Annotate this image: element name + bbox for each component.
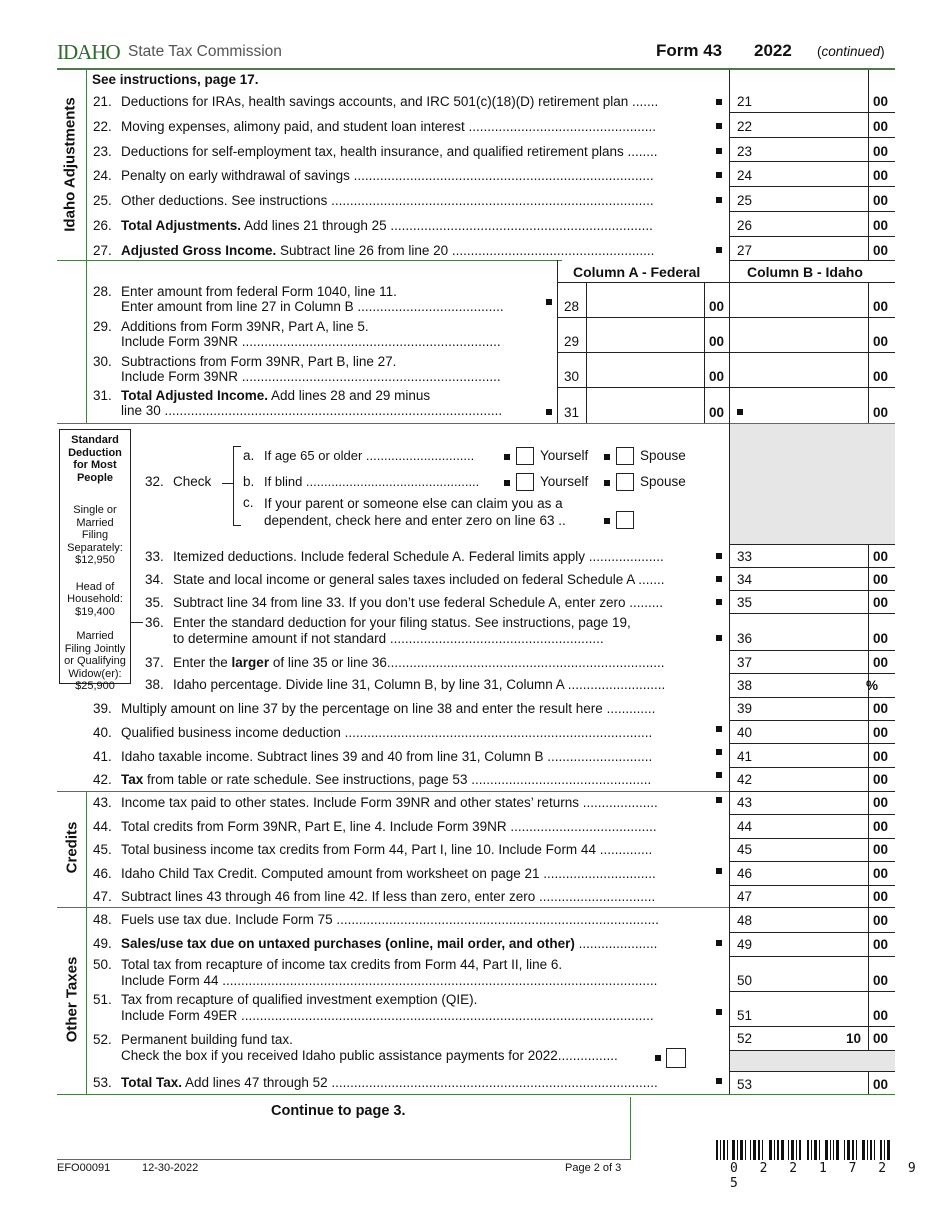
line-number: 48. bbox=[93, 912, 112, 927]
cents: 00 bbox=[873, 549, 889, 564]
yourself-label: Yourself bbox=[540, 448, 589, 463]
line-number: 45. bbox=[93, 842, 112, 857]
line-number: 34. bbox=[145, 572, 164, 587]
footer-divider bbox=[630, 1097, 631, 1159]
cents: 00 bbox=[873, 299, 889, 314]
line-35-amount[interactable] bbox=[755, 591, 867, 612]
line-36-amount[interactable] bbox=[755, 614, 867, 649]
line-37-amount[interactable] bbox=[755, 651, 867, 672]
std-mfj: Married Filing Jointly or Qualifying Widow(er): $25,900 bbox=[64, 630, 126, 692]
required-marker bbox=[716, 197, 722, 203]
cents: 00 bbox=[709, 334, 725, 349]
line-box-number: 46 bbox=[737, 866, 753, 881]
cents: 00 bbox=[873, 595, 889, 610]
line-27-text: Adjusted Gross Income. Subtract line 26 from line 20 ...................................................... bbox=[121, 243, 655, 258]
barcode-digits: 0 2 2 1 7 2 9 5 bbox=[730, 1161, 923, 1191]
line-number: 27. bbox=[93, 243, 112, 258]
line-number: 21. bbox=[93, 94, 112, 109]
column-b-header: Column B - Idaho bbox=[747, 264, 863, 280]
line-49-text: Sales/use tax due on untaxed purchases (online, mail order, and other) ..................... bbox=[121, 936, 658, 951]
line-27-amount[interactable] bbox=[755, 237, 867, 260]
line-number: 22. bbox=[93, 119, 112, 134]
dependent-checkbox[interactable] bbox=[616, 511, 634, 529]
line-number: 38. bbox=[145, 677, 164, 692]
cents: 00 bbox=[873, 94, 889, 109]
line-number: 41. bbox=[93, 749, 112, 764]
row-rule bbox=[729, 1026, 895, 1027]
required-marker bbox=[604, 480, 610, 486]
line-40-text: Qualified business income deduction .................................................................................. bbox=[121, 725, 653, 740]
line-49-amount[interactable] bbox=[755, 933, 867, 955]
line-box-number: 51 bbox=[737, 1008, 753, 1023]
cents: 00 bbox=[873, 819, 889, 834]
continue-note: Continue to page 3. bbox=[271, 1103, 406, 1119]
required-marker bbox=[716, 99, 722, 105]
line-39-amount[interactable] bbox=[755, 698, 867, 719]
required-marker bbox=[504, 480, 510, 486]
line-45-amount[interactable] bbox=[755, 839, 867, 860]
line-23-amount[interactable] bbox=[755, 138, 867, 161]
line-24-text: Penalty on early withdrawal of savings ................................................................................ bbox=[121, 168, 654, 183]
required-marker bbox=[546, 299, 552, 305]
barcode bbox=[716, 1140, 892, 1160]
line-box-number: 40 bbox=[737, 725, 753, 740]
line-number: 47. bbox=[93, 889, 112, 904]
line-32a-letter: a. bbox=[243, 448, 255, 463]
line-40-amount[interactable] bbox=[755, 721, 867, 742]
line-43-amount[interactable] bbox=[755, 792, 867, 813]
line-25-text: Other deductions. See instructions ...................................................................................... bbox=[121, 193, 654, 208]
form-code: EFO00091 bbox=[57, 1162, 111, 1174]
line-number: 35. bbox=[145, 595, 164, 610]
line-number: 39. bbox=[93, 701, 112, 716]
required-marker bbox=[604, 518, 610, 524]
line-41-amount[interactable] bbox=[755, 744, 867, 766]
cents: 00 bbox=[873, 913, 889, 928]
line-37-text: Enter the larger of line 35 or line 36.......................................................................... bbox=[173, 655, 665, 670]
line-box-number: 31 bbox=[564, 405, 580, 420]
revision-date: 12-30-2022 bbox=[142, 1162, 199, 1174]
line-box-number: 23 bbox=[737, 144, 753, 159]
age-65-yourself-checkbox[interactable] bbox=[516, 447, 534, 465]
line-35-text: Subtract line 34 from line 33. If you don’t use federal Schedule A, enter zero ......... bbox=[173, 595, 664, 610]
line-44-text: Total credits from Form 39NR, Part E, line 4. Include Form 39NR ....................................... bbox=[121, 819, 657, 834]
line-25-amount[interactable] bbox=[755, 187, 867, 210]
line-48-text: Fuels use tax due. Include Form 75 ...................................................................................... bbox=[121, 912, 659, 927]
required-marker bbox=[716, 1078, 722, 1084]
line-51-amount[interactable] bbox=[755, 992, 867, 1025]
cents: 00 bbox=[873, 1031, 889, 1046]
line-48-amount[interactable] bbox=[755, 908, 867, 931]
line-21-text: Deductions for IRAs, health savings accounts, and IRC 501(c)(18)(D) retirement plan ....... bbox=[121, 94, 659, 109]
required-marker bbox=[716, 599, 722, 605]
line-31-col-a[interactable] bbox=[587, 388, 703, 422]
line-45-text: Total business income tax credits from Form 44, Part I, line 10. Include Form 44 .............. bbox=[121, 842, 653, 857]
line-number: 52. bbox=[93, 1032, 112, 1047]
line-box-number: 28 bbox=[564, 299, 580, 314]
cents: 00 bbox=[873, 655, 889, 670]
line-52-text: Permanent building fund tax. Check the box if you received Idaho public assistance payments for 2022................ bbox=[121, 1032, 618, 1063]
line-number: 49. bbox=[93, 936, 112, 951]
cents: 00 bbox=[873, 218, 889, 233]
section-divider bbox=[86, 70, 87, 260]
required-marker bbox=[716, 868, 722, 874]
cents: 00 bbox=[873, 937, 889, 952]
line-44-amount[interactable] bbox=[755, 815, 867, 837]
section-rule bbox=[57, 791, 729, 792]
line-26-text: Total Adjustments. Add lines 21 through 25 ...................................................................... bbox=[121, 218, 653, 233]
line-box-number: 27 bbox=[737, 243, 753, 258]
line-30-col-b[interactable] bbox=[730, 353, 867, 386]
spouse-label: Spouse bbox=[640, 448, 686, 463]
col-line bbox=[868, 697, 869, 1094]
line-39-text: Multiply amount on line 37 by the percentage on line 38 and enter the result here ............. bbox=[121, 701, 656, 716]
col-line bbox=[729, 423, 730, 791]
section-divider bbox=[86, 791, 87, 1094]
line-number: 53. bbox=[93, 1075, 112, 1090]
cents: 00 bbox=[873, 749, 889, 764]
line-number: 36. bbox=[145, 615, 164, 630]
line-number: 50. bbox=[93, 957, 112, 972]
header-rule bbox=[57, 68, 895, 70]
cents: 00 bbox=[873, 889, 889, 904]
cents: 00 bbox=[873, 168, 889, 183]
line-number: 26. bbox=[93, 218, 112, 233]
line-38-text: Idaho percentage. Divide line 31, Column B, by line 31, Column A .......................... bbox=[173, 677, 666, 692]
line-29-col-b[interactable] bbox=[730, 318, 867, 351]
required-marker bbox=[655, 1055, 661, 1061]
cents: 00 bbox=[873, 725, 889, 740]
line-29-text: Additions from Form 39NR, Part A, line 5. Include Form 39NR ..................................................................... bbox=[121, 319, 501, 349]
connector bbox=[131, 622, 143, 623]
line-box-number: 38 bbox=[737, 678, 753, 693]
required-marker bbox=[716, 635, 722, 641]
line-26-amount[interactable] bbox=[755, 212, 867, 235]
line-number: 31. bbox=[93, 388, 112, 403]
line-32-label: Check bbox=[173, 474, 212, 489]
footer-rule bbox=[57, 1159, 631, 1160]
line-52-dollars: 10 bbox=[846, 1031, 862, 1046]
agency-name: State Tax Commission bbox=[128, 43, 282, 60]
bracket bbox=[233, 446, 241, 526]
line-number: 42. bbox=[93, 772, 112, 787]
line-box-number: 24 bbox=[737, 168, 753, 183]
line-30-col-a[interactable] bbox=[587, 353, 703, 386]
required-marker bbox=[716, 148, 722, 154]
standard-deduction-title: Standard Deduction for Most People bbox=[68, 434, 122, 484]
line-number: 29. bbox=[93, 319, 112, 334]
std-single: Single or Married Filing Separately: $12,950 bbox=[67, 504, 123, 566]
line-box-number: 53 bbox=[737, 1077, 753, 1092]
required-marker bbox=[716, 553, 722, 559]
line-box-number: 42 bbox=[737, 772, 753, 787]
percent-sign: % bbox=[866, 678, 879, 693]
line-number: 44. bbox=[93, 819, 112, 834]
cents: 00 bbox=[873, 144, 889, 159]
cents: 00 bbox=[873, 193, 889, 208]
line-number: 33. bbox=[145, 549, 164, 564]
col-line bbox=[557, 260, 558, 423]
line-50-amount[interactable] bbox=[755, 957, 867, 990]
line-51-text: Tax from recapture of qualified investment exemption (QIE). Include Form 49ER .............................................................................................................. bbox=[121, 992, 654, 1023]
cents: 00 bbox=[873, 405, 889, 420]
line-box-number: 36 bbox=[737, 631, 753, 646]
column-a-header: Column A - Federal bbox=[573, 264, 701, 280]
line-box-number: 22 bbox=[737, 119, 753, 134]
line-32c-text: If your parent or someone else can claim you as a dependent, check here and enter zero on line 63 .. bbox=[264, 496, 566, 528]
cents: 00 bbox=[873, 572, 889, 587]
bracket-tick bbox=[222, 483, 233, 484]
line-box-number: 35 bbox=[737, 595, 753, 610]
line-box-number: 39 bbox=[737, 701, 753, 716]
line-box-number: 34 bbox=[737, 572, 753, 587]
line-33-amount[interactable] bbox=[755, 545, 867, 566]
page-number: Page 2 of 3 bbox=[565, 1162, 622, 1174]
cents: 00 bbox=[873, 369, 889, 384]
required-marker bbox=[737, 409, 743, 415]
required-marker bbox=[604, 454, 610, 460]
line-number: 43. bbox=[93, 795, 112, 810]
section-label-adjustments: Idaho Adjustments bbox=[61, 97, 79, 232]
line-box-number: 37 bbox=[737, 655, 753, 670]
line-number: 46. bbox=[93, 866, 112, 881]
line-32b-letter: b. bbox=[243, 474, 255, 489]
section-divider bbox=[86, 260, 87, 423]
shaded-area bbox=[730, 1051, 895, 1071]
line-31-text: Total Adjusted Income. Add lines 28 and 29 minus line 30 .......................................................................................... bbox=[121, 388, 503, 418]
blind-yourself-checkbox[interactable] bbox=[516, 473, 534, 491]
line-box-number: 43 bbox=[737, 795, 753, 810]
required-marker bbox=[716, 247, 722, 253]
cents: 00 bbox=[873, 866, 889, 881]
cents: 00 bbox=[709, 369, 725, 384]
line-number: 30. bbox=[93, 354, 112, 369]
spouse-label: Spouse bbox=[640, 474, 686, 489]
col-line bbox=[868, 70, 869, 260]
line-28-col-a[interactable] bbox=[587, 283, 703, 316]
blind-spouse-checkbox[interactable] bbox=[616, 473, 634, 491]
line-22-text: Moving expenses, alimony paid, and student loan interest .................................................. bbox=[121, 119, 656, 134]
required-marker bbox=[546, 409, 552, 415]
required-marker bbox=[716, 940, 722, 946]
line-box-number: 29 bbox=[564, 334, 580, 349]
line-box-number: 41 bbox=[737, 749, 753, 764]
cents: 00 bbox=[873, 842, 889, 857]
line-box-number: 25 bbox=[737, 193, 753, 208]
line-36-text: Enter the standard deduction for your filing status. See instructions, page 19, to determine amount if not standard ......................................................... bbox=[173, 615, 631, 646]
cents: 00 bbox=[873, 334, 889, 349]
line-28-text: Enter amount from federal Form 1040, line 11. Enter amount from line 27 in Column B ....................................... bbox=[121, 284, 504, 314]
line-53-text: Total Tax. Add lines 47 through 52 ....................................................................................... bbox=[121, 1075, 658, 1090]
cents: 00 bbox=[873, 1008, 889, 1023]
line-box-number: 21 bbox=[737, 94, 753, 109]
required-marker bbox=[716, 749, 722, 755]
line-box-number: 50 bbox=[737, 973, 753, 988]
line-34-amount[interactable] bbox=[755, 568, 867, 589]
line-23-text: Deductions for self-employment tax, health insurance, and qualified retirement plans ........ bbox=[121, 144, 658, 159]
line-22-amount[interactable] bbox=[755, 113, 867, 136]
line-number: 28. bbox=[93, 284, 112, 299]
age-65-spouse-checkbox[interactable] bbox=[616, 447, 634, 465]
line-32a-text: If age 65 or older .............................. bbox=[264, 448, 475, 463]
required-marker bbox=[716, 1009, 722, 1015]
section-rule bbox=[57, 260, 562, 261]
standard-deduction-box bbox=[59, 429, 131, 692]
line-46-text: Idaho Child Tax Credit. Computed amount from worksheet on page 21 .............................. bbox=[121, 866, 656, 881]
line-21-amount[interactable] bbox=[755, 88, 867, 111]
continued-label: (continued) bbox=[817, 44, 885, 59]
line-number: 25. bbox=[93, 193, 112, 208]
cents: 00 bbox=[709, 299, 725, 314]
cents: 00 bbox=[873, 119, 889, 134]
required-marker bbox=[716, 123, 722, 129]
cents: 00 bbox=[873, 1077, 889, 1092]
required-marker bbox=[716, 576, 722, 582]
cents: 00 bbox=[873, 631, 889, 646]
line-38-percentage[interactable] bbox=[755, 674, 861, 696]
shaded-area bbox=[730, 424, 895, 544]
line-box-number: 49 bbox=[737, 937, 753, 952]
line-number: 40. bbox=[93, 725, 112, 740]
col-line bbox=[729, 791, 730, 1094]
line-30-text: Subtractions from Form 39NR, Part B, line 27. Include Form 39NR ..................................................................... bbox=[121, 354, 501, 384]
line-32c-letter: c. bbox=[243, 495, 254, 510]
line-47-text: Subtract lines 43 through 46 from line 42. If less than zero, enter zero ............................... bbox=[121, 889, 656, 904]
line-box-number: 45 bbox=[737, 842, 753, 857]
cents: 00 bbox=[873, 795, 889, 810]
cents: 00 bbox=[873, 701, 889, 716]
line-number: 24. bbox=[93, 168, 112, 183]
public-assistance-checkbox[interactable] bbox=[666, 1048, 686, 1068]
line-24-amount[interactable] bbox=[755, 162, 867, 185]
line-31-col-b[interactable] bbox=[748, 388, 867, 422]
form-year: 2022 bbox=[754, 41, 792, 60]
line-box-number: 33 bbox=[737, 549, 753, 564]
line-33-text: Itemized deductions. Include federal Schedule A. Federal limits apply .................... bbox=[173, 549, 664, 564]
required-marker bbox=[716, 772, 722, 778]
required-marker bbox=[716, 797, 722, 803]
line-number: 37. bbox=[145, 655, 164, 670]
line-28-col-b[interactable] bbox=[730, 283, 867, 316]
line-47-amount[interactable] bbox=[755, 886, 867, 906]
line-box-number: 48 bbox=[737, 913, 753, 928]
line-box-number: 47 bbox=[737, 889, 753, 904]
line-42-amount[interactable] bbox=[755, 768, 867, 790]
line-number: 32. bbox=[145, 474, 164, 489]
cents: 00 bbox=[873, 243, 889, 258]
cents: 00 bbox=[873, 772, 889, 787]
section-rule bbox=[57, 1094, 895, 1095]
line-43-text: Income tax paid to other states. Include Form 39NR and other states’ returns .................... bbox=[121, 795, 658, 810]
line-box-number: 52 bbox=[737, 1031, 753, 1046]
std-hoh: Head of Household: $19,400 bbox=[67, 580, 123, 618]
line-box-number: 44 bbox=[737, 819, 753, 834]
logo: IDAHO bbox=[57, 40, 120, 64]
cents: 00 bbox=[709, 405, 725, 420]
line-number: 51. bbox=[93, 992, 112, 1007]
line-box-number: 30 bbox=[564, 369, 580, 384]
required-marker bbox=[716, 726, 722, 732]
line-box-number: 26 bbox=[737, 218, 753, 233]
see-instructions: See instructions, page 17. bbox=[92, 72, 259, 87]
section-rule bbox=[57, 907, 729, 908]
line-50-text: Total tax from recapture of income tax credits from Form 44, Part II, line 6. Include Form 44 .................................................................................................................... bbox=[121, 957, 658, 988]
section-label-other-taxes: Other Taxes bbox=[63, 956, 81, 1043]
yourself-label: Yourself bbox=[540, 474, 589, 489]
form-number: Form 43 bbox=[656, 41, 723, 60]
line-53-amount[interactable] bbox=[755, 1072, 867, 1093]
line-32b-text: If blind ................................................ bbox=[264, 474, 480, 489]
line-46-amount[interactable] bbox=[755, 862, 867, 884]
line-41-text: Idaho taxable income. Subtract lines 39 and 40 from line 31, Column B ............................ bbox=[121, 749, 653, 764]
col-line bbox=[729, 70, 730, 260]
line-29-col-a[interactable] bbox=[587, 318, 703, 351]
required-marker bbox=[504, 454, 510, 460]
line-34-text: State and local income or general sales taxes included on federal Schedule A ....... bbox=[173, 572, 665, 587]
row-rule bbox=[729, 260, 895, 261]
line-number: 23. bbox=[93, 144, 112, 159]
required-marker bbox=[716, 172, 722, 178]
cents: 00 bbox=[873, 973, 889, 988]
line-42-text: Tax from table or rate schedule. See instructions, page 53 ................................................ bbox=[121, 772, 652, 787]
section-label-credits: Credits bbox=[63, 821, 81, 874]
